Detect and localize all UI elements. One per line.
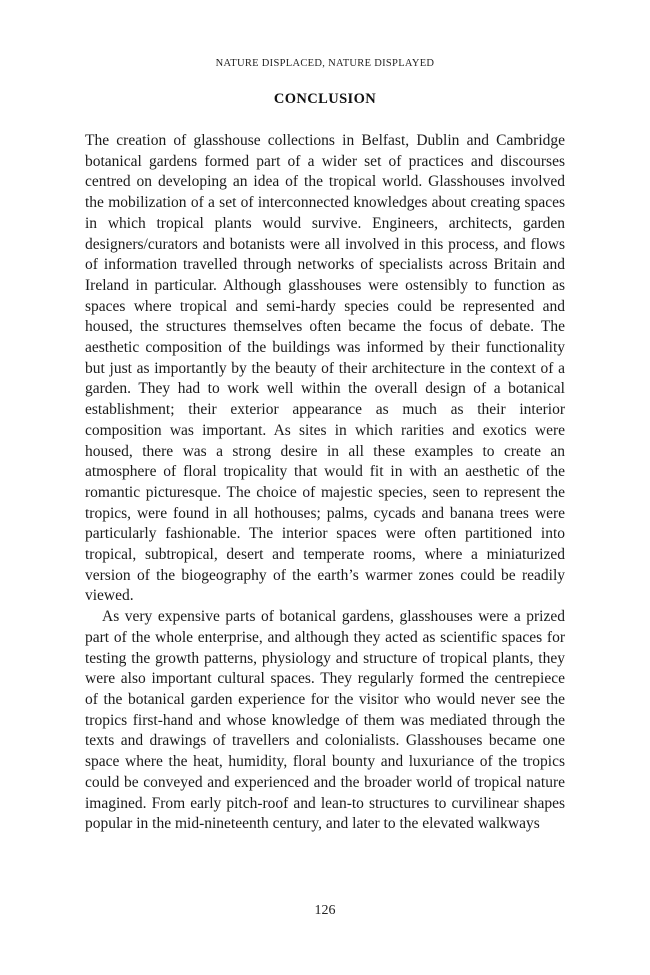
page-number: 126	[314, 903, 336, 918]
paragraph-2: As very expensive parts of botanical gardens, glasshouses were a prized part of the whole enterprise, and although they acted as scientific spaces for testing the growth patterns, physiology and structure of tropical plants, they were also important cultural spaces. They regularly formed the centrepiece of the botanical garden experience for the visitor who would never see the tropics first-hand and whose knowledge of them was mediated through the texts and drawings of travellers and colonialists. Glasshouses became one space where the heat, humidity, floral bounty and luxuriance of the tropics could be conveyed and experienced and the broader world of tropical nature imagined. From early pitch-roof and lean-to structures to curvilinear shapes popular in the mid-nineteenth century, and later to the elevated walkways	[85, 608, 565, 833]
body-text	[85, 131, 565, 835]
running-head: NATURE DISPLACED, NATURE DISPLAYED	[215, 58, 435, 69]
paragraph-1: The creation of glasshouse collections in Belfast, Dublin and Cambridge botanical gardens formed part of a wider set of practices and discourses centred on developing an idea of the tropical world. Glasshouses involved the mobilization of a set of interconnected knowledges about creating spaces in which tropical plants would survive. Engineers, architects, garden designers/curators and botanists were all involved in this process, and flows of information travelled through networks of specialists across Britain and Ireland in particular. Although glasshouses were ostensibly to function as spaces where tropical and semi-hardy species could be represented and housed, the structures themselves often became the focus of debate. The aesthetic composition of the buildings was informed by their functionality but just as importantly by the beauty of their architecture in the context of a garden. They had to work well within the overall design of a botanical establishment; their exterior appearance as much as their interior composition was important. As sites in which rarities and exotics were housed, there was a strong desire in all these examples to create an atmosphere of floral tropicality that would fit in with an aesthetic of the romantic picturesque. The choice of majestic species, seen to represent the tropics, were found in all hothouses; palms, cycads and banana trees were particularly fashionable. The interior spaces were often partitioned into tropical, subtropical, desert and temperate rooms, where a miniaturized version of the biogeography of the earth’s warmer zones could be readily viewed.	[85, 132, 565, 605]
section-title: CONCLUSION	[273, 91, 377, 107]
